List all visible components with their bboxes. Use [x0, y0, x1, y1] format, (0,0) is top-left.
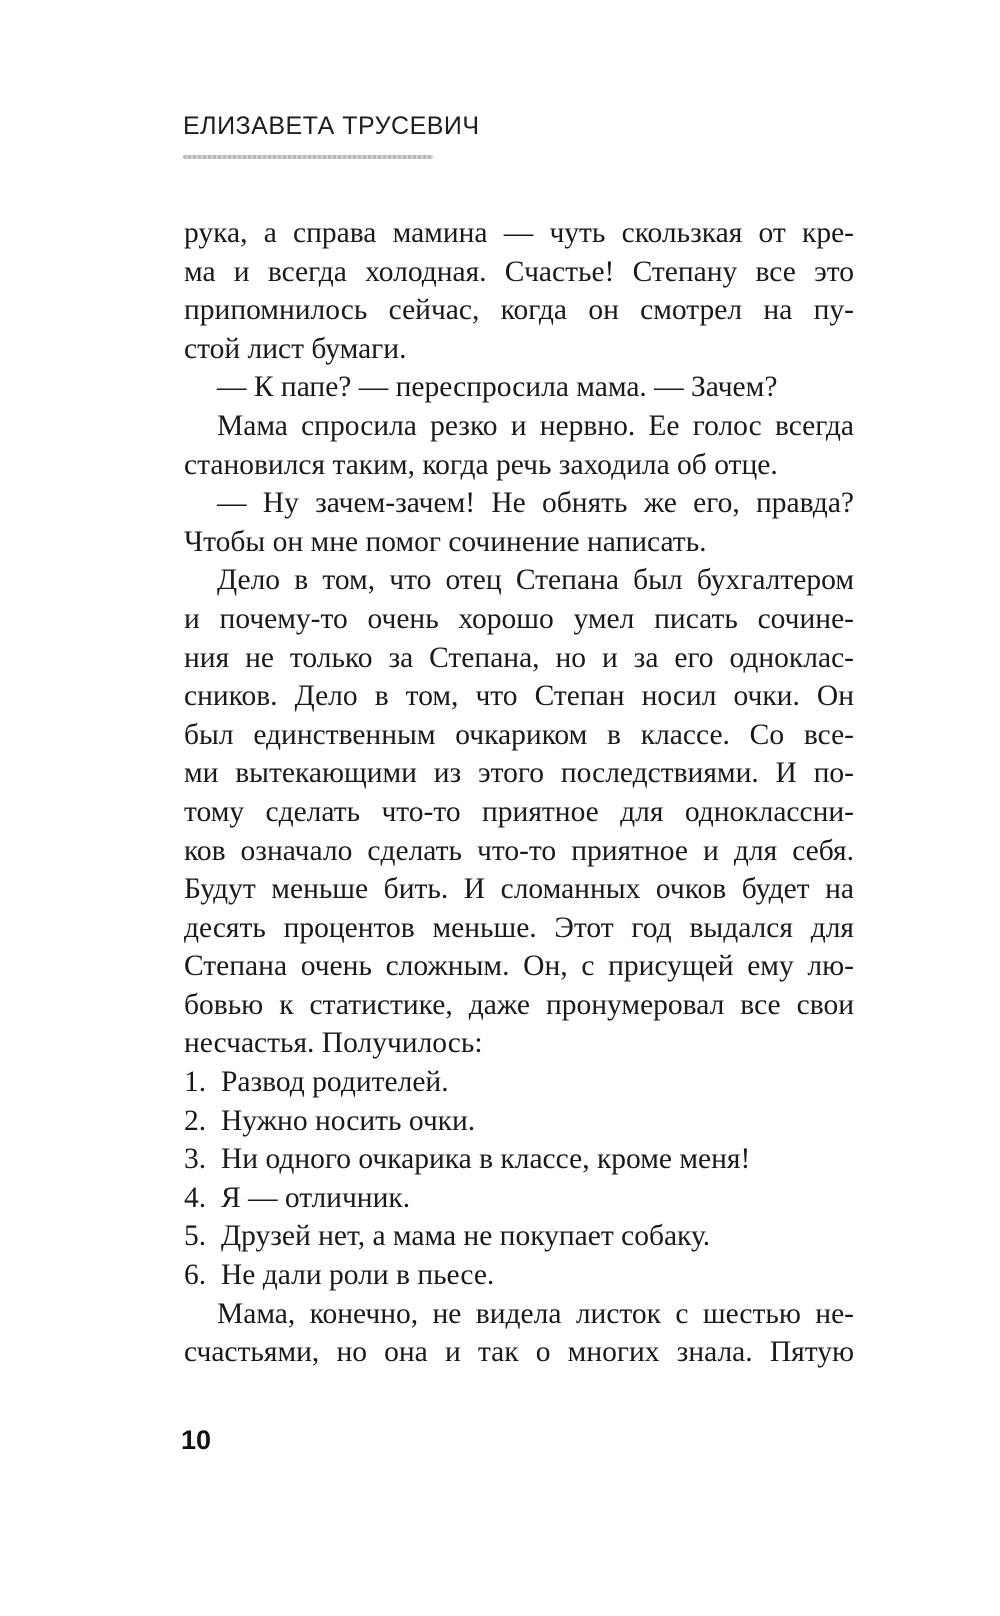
text-line: сников. Дело в том, что Степан носил очки. Он	[184, 680, 854, 713]
list-item-number: 3.	[184, 1143, 207, 1176]
text-line: несчастья. Получилось:	[184, 1027, 483, 1060]
list-item-number: 5.	[184, 1220, 207, 1253]
text-line: Мама, конечно, не видела листок с шестью не-	[217, 1297, 854, 1330]
page-number: 10	[181, 1425, 212, 1455]
text-line: ков означало сделать что-то приятное и для себя.	[184, 834, 854, 867]
text-line: тому сделать что-то приятное для одноклассни-	[184, 795, 854, 828]
running-header-author: ЕЛИЗАВЕТА ТРУСЕВИЧ	[183, 112, 480, 140]
text-line: рука, а справа мамина — чуть скользкая от кре-	[184, 217, 854, 249]
list-item-number: 1.	[184, 1066, 207, 1099]
text-line: припомнилось сейчас, когда он смотрел на пу-	[184, 294, 854, 327]
list-item	[184, 1063, 854, 1102]
list-item-number: 4.	[184, 1181, 207, 1214]
list-item-text: Не дали роли в пьесе.	[221, 1259, 495, 1292]
list-item-text: Ни одного очкарика в классе, кроме меня!	[221, 1143, 751, 1176]
text-line: Будут меньше бить. И сломанных очков будет на	[184, 873, 854, 906]
text-line: ма и всегда холодная. Счастье! Степану все это	[184, 255, 854, 288]
text-line: и почему-то очень хорошо умел писать сочине-	[184, 602, 854, 635]
list-item-text: Друзей нет, а мама не покупает собаку.	[221, 1220, 711, 1253]
text-line: стой лист бумаги.	[184, 332, 407, 365]
list-item-number: 6.	[184, 1259, 207, 1292]
list-item	[184, 1140, 854, 1179]
text-line: бовью к статистике, даже пронумеровал все свои	[184, 988, 854, 1021]
text-line: счастьями, но она и так о многих знала. Пятую	[184, 1336, 854, 1369]
list-item-text: Развод родителей.	[221, 1066, 449, 1099]
list-item-number: 2.	[184, 1104, 207, 1137]
list-item-text: Нужно носить очки.	[221, 1104, 476, 1137]
text-line: был единственным очкариком в классе. Со все-	[184, 718, 854, 751]
running-header	[183, 112, 480, 159]
header-rule	[183, 155, 433, 159]
text-line: Мама спросила резко и нервно. Ее голос всегда	[217, 409, 854, 442]
text-line: десять процентов меньше. Этот год выдался для	[184, 911, 854, 944]
text-line: Степана очень сложным. Он, с присущей ему лю-	[184, 950, 854, 983]
list-item	[184, 1102, 854, 1141]
list-item	[184, 1256, 854, 1295]
page-body	[184, 214, 854, 1372]
list-item	[184, 1179, 854, 1218]
text-line: становился таким, когда речь заходила об отце.	[184, 448, 778, 481]
text-line: ния не только за Степана, но и за его одноклас-	[184, 641, 854, 674]
text-line: Чтобы он мне помог сочинение написать.	[184, 525, 707, 558]
list-item-text: Я — отличник.	[221, 1181, 411, 1214]
list-item	[184, 1217, 854, 1256]
text-line: — Ну зачем-зачем! Не обнять же его, правда?	[217, 487, 854, 520]
text-line: — К папе? — переспросила мама. — Зачем?	[217, 371, 778, 404]
text-line: Дело в том, что отец Степана был бухгалтером	[217, 564, 854, 597]
text-line: ми вытекающими из этого последствиями. И по-	[184, 757, 854, 790]
